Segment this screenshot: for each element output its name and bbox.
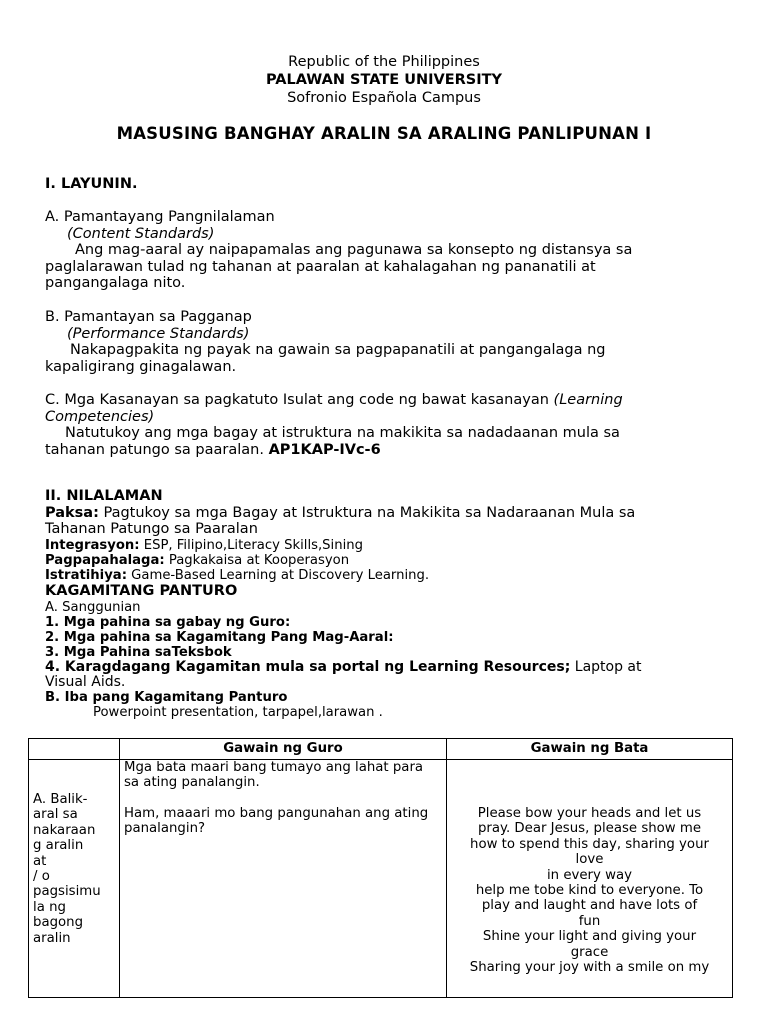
- pagpapahalaga-label: Pagpapahalaga:: [45, 553, 165, 568]
- left-line: A. Balik-: [33, 792, 88, 807]
- resource-item-4-text-2: Visual Aids.: [45, 674, 126, 690]
- bata-line: pray. Dear Jesus, please show me: [477, 821, 702, 837]
- lesson-table: [28, 738, 733, 998]
- table-row: [29, 760, 733, 998]
- bata-line: fun: [578, 913, 601, 929]
- university-name: PALAWAN STATE UNIVERSITY: [265, 72, 503, 88]
- resource-item-4-bold: 4. Karagdagang Kagamitan mula sa portal ng Learning Resources;: [45, 659, 571, 675]
- nilalaman-details: [45, 538, 725, 583]
- section-a: [45, 209, 725, 292]
- integrasyon-label: Integrasyon:: [45, 538, 140, 553]
- section-b-label: B. Pamantayan sa Pagganap: [45, 309, 252, 325]
- section-a-text-1: Ang mag-aaral ay naipapamalas ang pagunawa sa konsepto ng distansya sa: [75, 242, 633, 258]
- iba-text: Powerpoint presentation, tarpapel,larawan .: [93, 705, 383, 720]
- bata-line: love: [575, 852, 604, 868]
- layunin-heading: I. LAYUNIN.: [45, 176, 138, 192]
- left-line: aralin: [33, 930, 71, 946]
- pagpapahalaga-text: Pagkakaisa at Kooperasyon: [168, 553, 350, 568]
- section-b-text-1: Nakapagpakita ng payak na gawain sa pagpapanatili at pangangalaga ng: [70, 342, 606, 358]
- section-c-text-2: tahanan patungo sa paaralan.: [45, 441, 264, 458]
- iba-heading: B. Iba pang Kagamitang Panturo: [45, 690, 288, 705]
- campus-name: Sofronio Española Campus: [287, 90, 481, 106]
- section-a-text-3: pangangalaga nito.: [45, 275, 186, 291]
- bata-line: how to spend this day, sharing your: [470, 836, 709, 852]
- bata-line: grace: [570, 944, 609, 960]
- left-line: la ng: [33, 899, 66, 915]
- bata-line: Shine your light and giving your: [482, 929, 697, 945]
- left-line: / o: [33, 869, 50, 885]
- kagamitan-heading: KAGAMITANG PANTURO: [45, 583, 238, 599]
- bata-line: play and laught and have lots of: [481, 898, 698, 914]
- section-a-text-2: paglalarawan tulad ng tahanan at paaralan at kahalagahan ng pananatili at: [45, 258, 596, 275]
- gawain-guro-cell: [120, 760, 447, 998]
- integrasyon-text: ESP, Filipino,Literacy Skills,Sining: [143, 538, 363, 553]
- resource-item-3: 3. Mga Pahina saTeksbok: [45, 645, 232, 660]
- resource-item-1: 1. Mga pahina sa gabay ng Guro:: [45, 615, 291, 630]
- section-c-italic-1: (Learning: [553, 392, 623, 408]
- table-header-row: [29, 739, 733, 760]
- left-line: at: [33, 853, 47, 869]
- competency-code: AP1KAP-IVc-6: [268, 441, 381, 458]
- guro-paragraph-2: Ham, maaari mo bang pangunahan ang ating panalangin?: [124, 805, 429, 837]
- section-c-text-1: Natutukoy ang mga bagay at istruktura na makikita sa nadadaanan mula sa: [65, 425, 620, 441]
- section-c: [45, 392, 725, 458]
- guro-paragraph-1: Mga bata maari bang tumayo ang lahat para sa ating panalangin.: [124, 760, 424, 791]
- bata-line: help me tobe kind to everyone. To: [475, 883, 704, 899]
- istratihiya-label: Istratihiya:: [45, 568, 127, 583]
- table-header-empty: [29, 739, 120, 760]
- gawain-bata-cell: [447, 760, 733, 998]
- resource-item-2: 2. Mga pahina sa Kagamitang Pang Mag-Aaral:: [45, 630, 394, 645]
- left-line: bagong: [33, 915, 84, 931]
- paksa-label: Paksa:: [45, 504, 99, 521]
- left-line: aral sa: [33, 807, 78, 823]
- section-b-sub: (Performance Standards): [67, 325, 250, 342]
- table-header-guro: Gawain ng Guro: [120, 739, 447, 760]
- sanggunian-label: A. Sanggunian: [45, 600, 141, 615]
- section-b: [45, 309, 725, 375]
- section-b-text-2: kapaligirang ginagalawan.: [45, 358, 237, 375]
- section-a-sub: (Content Standards): [67, 225, 215, 242]
- paksa-text-2: Tahanan Patungo sa Paaralan: [45, 521, 258, 537]
- resource-item-4-text-1: Laptop at: [574, 659, 642, 675]
- left-line: nakaraan: [33, 822, 96, 838]
- balik-aral-cell: [29, 760, 120, 998]
- nilalaman-section: [45, 488, 725, 538]
- paksa-text-1: Pagtukoy sa mga Bagay at Istruktura na Makikita sa Nadaraanan Mula sa: [103, 504, 636, 521]
- nilalaman-heading: II. NILALAMAN: [45, 488, 163, 504]
- section-c-label: C. Mga Kasanayan sa pagkatuto Isulat ang code ng bawat kasanayan: [45, 392, 549, 408]
- section-c-italic-2: Competencies): [45, 408, 155, 425]
- document-title: MASUSING BANGHAY ARALIN SA ARALING PANLIPUNAN I: [116, 124, 652, 143]
- bata-line: Please bow your heads and let us: [477, 806, 702, 821]
- table-header-bata: Gawain ng Bata: [447, 739, 733, 760]
- republic-line: Republic of the Philippines: [288, 54, 480, 70]
- kagamitan-list: [45, 600, 725, 720]
- istratihiya-text: Game-Based Learning at Discovery Learning.: [131, 568, 430, 583]
- left-line: pagsisimu: [33, 884, 101, 900]
- bata-line: Sharing your joy with a smile on my: [469, 960, 710, 976]
- bata-line: in every way: [546, 867, 633, 883]
- section-a-label: A. Pamantayang Pangnilalaman: [45, 209, 275, 225]
- left-line: g aralin: [33, 838, 84, 854]
